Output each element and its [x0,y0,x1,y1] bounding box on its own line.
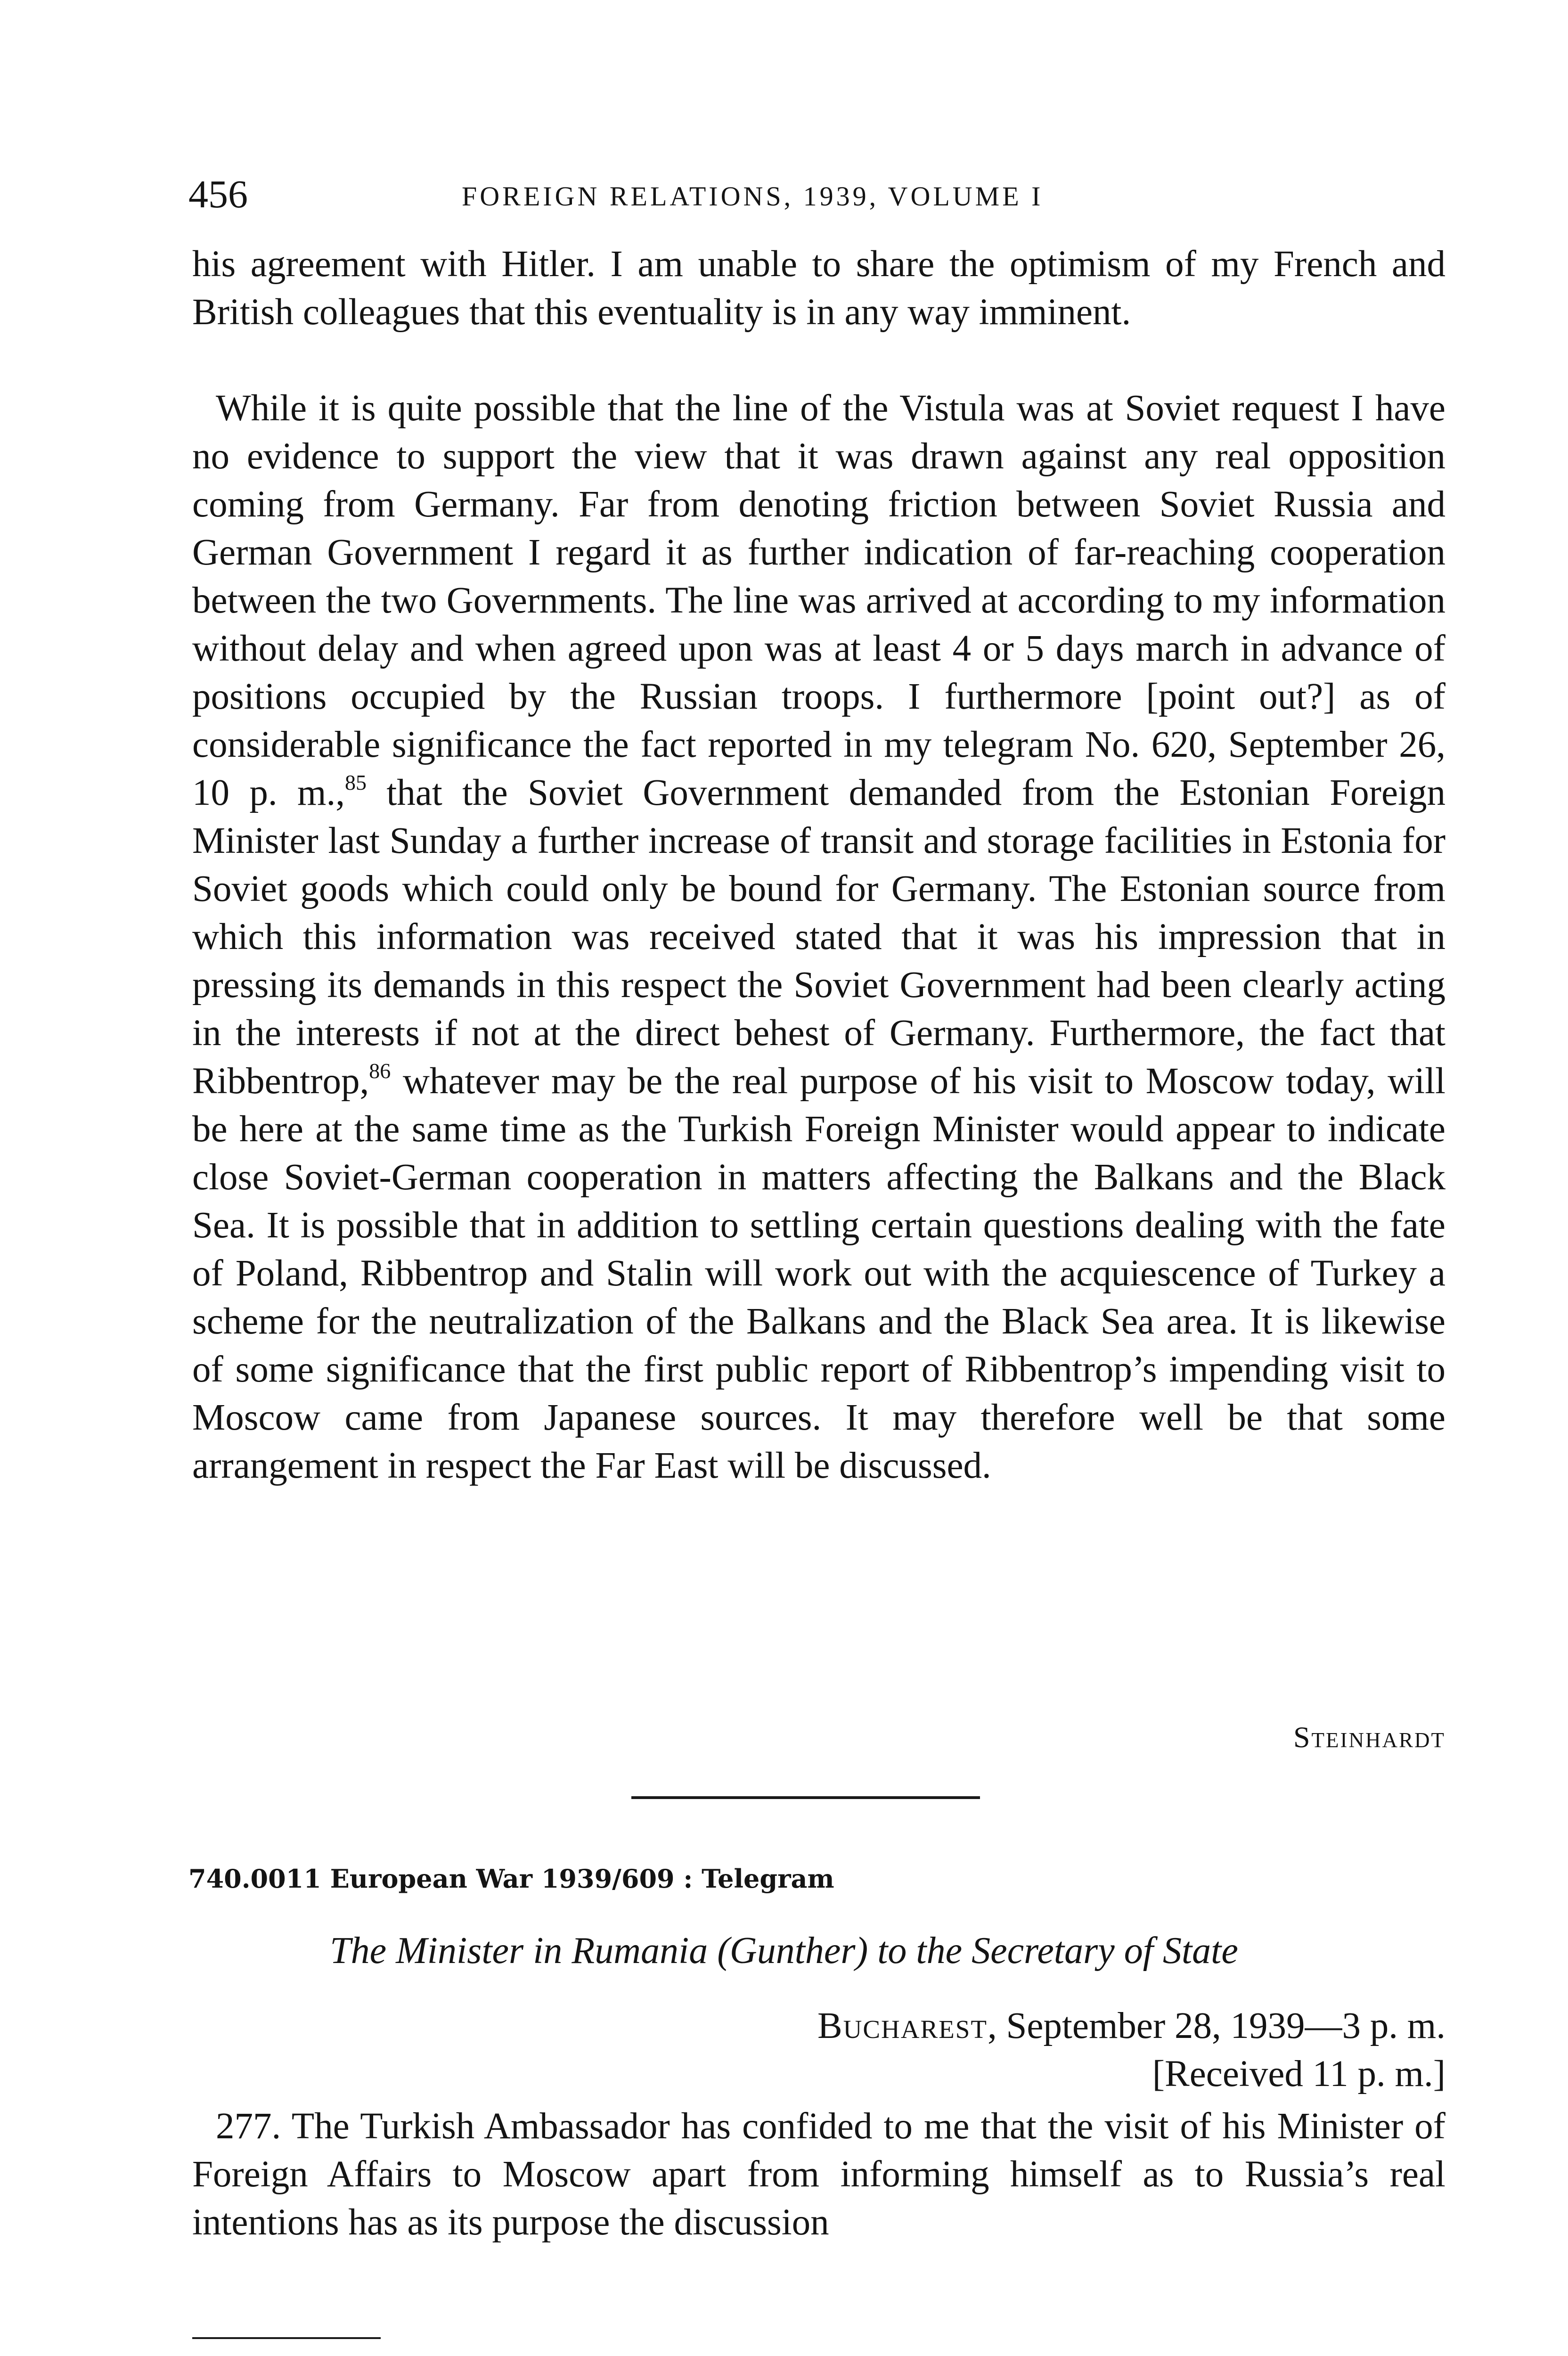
signature: Steinhardt [1293,1720,1446,1754]
running-head [188,169,1442,221]
page-number: 456 [188,172,248,216]
section-divider [631,1796,980,1799]
main-paragraph-part-3: whatever may be the real purpose of his visit to Moscow today, will be here at the same time as the Turkish Foreign Minister would appear to indicate close Soviet-German cooperation in matters affecting the Balkans and the Black Sea. It is possible that in addition to settling certain questions dealing with the fate of Poland, Ribbentrop and Stalin will work out with the acquiescence of Turkey a scheme for the neutralization of the Balkans and the Black Sea area. It is likewise of some significance that the first public report of Ribbentrop’s impending visit to Moscow came from Japanese sources. It may therefore well be that some arrangement in respect the Far East will be discussed. [192,1061,1446,1486]
dateline [817,2005,1446,2047]
footnote-reference-85: 85 [344,770,367,794]
main-paragraph [192,384,1446,1490]
dateline-date: , September 28, 1939—3 p. m. [987,2005,1446,2046]
running-title: FOREIGN RELATIONS, 1939, VOLUME I [462,181,1044,212]
dateline-place: Bucharest [817,2005,988,2046]
file-reference: 740.0011 European War 1939/609 : Telegram [188,1864,834,1894]
continued-paragraph: his agreement with Hitler. I am unable to share the optimism of my French and British colleagues that this eventuality is in any way imminent. [192,244,1446,333]
main-paragraph-part-2: that the Soviet Government demanded from the Estonian Foreign Minister last Sunday a further increase of transit and storage facilities in Estonia for Soviet goods which could only be bound for Germany. The Estonian source from which this information was received stated that it was his impression that in pressing its demands in this respect the Soviet Government had been clearly acting in the interests if not at the direct behest of Germany. Furthermore, the fact that Ribbentrop, [192,772,1446,1102]
main-paragraph-part-1: While it is quite possible that the line of the Vistula was at Soviet request I have no evidence to support the view that it was drawn against any real opposition coming from Germany. Far from denoting friction between Soviet Russia and German Government I regard it as further indication of far-reaching cooperation between the two Governments. The line was arrived at according to my information without delay and when agreed upon was at least 4 or 5 days march in advance of positions occupied by the Russian troops. I furthermore [point out?] as of considerable significance the fact reported in my telegram No. 620, September 26, 10 p. m., [192,388,1446,813]
document-title: The Minister in Rumania (Gunther) to the Secretary of State [330,1930,1238,1972]
footnote-divider [192,2337,381,2339]
received-line: [Received 11 p. m.] [1152,2053,1446,2094]
telegram-body: 277. The Turkish Ambassador has confided to me that the visit of his Minister of Foreign Affairs to Moscow apart from informing himself as to Russia’s real intentions has as its purpose the discussion [192,2106,1446,2243]
footnote-reference-86: 86 [369,1059,391,1083]
